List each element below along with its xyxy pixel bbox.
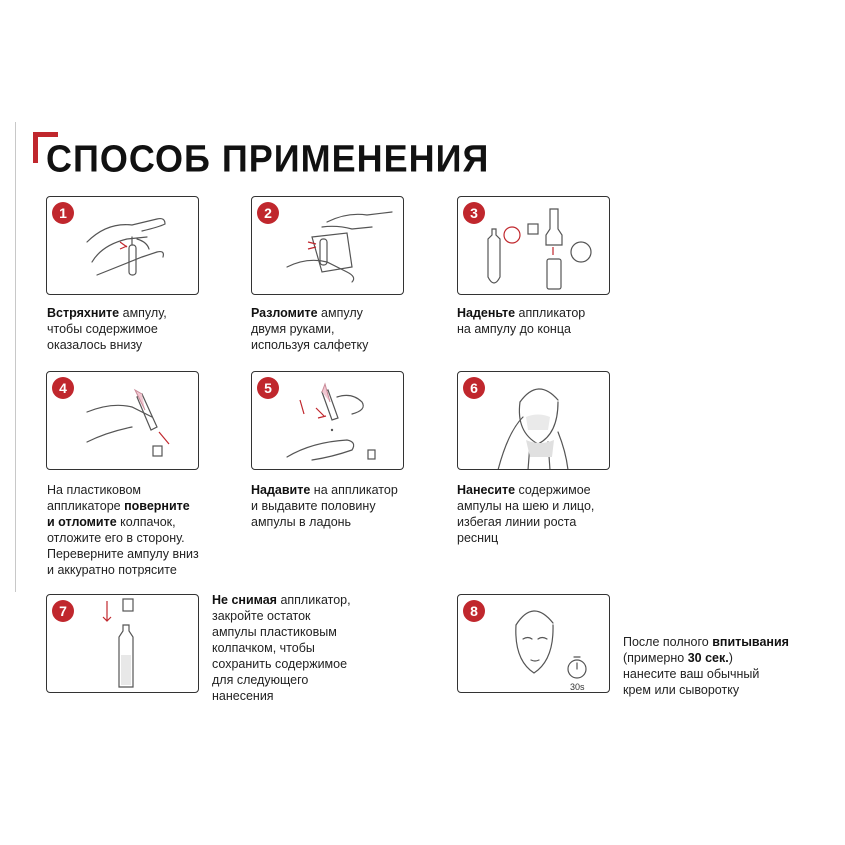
step-1-caption: Встряхните ампулу, чтобы содержимое оказалось внизу [47,306,167,352]
step-2-panel [251,196,404,295]
step-4-caption: На пластиковом аппликаторе поверните и отломите колпачок, отложите его в сторону. Переверните ампулу вниз и аккуратно потрясите [47,483,199,577]
step-2-number: 2 [257,202,279,224]
page-title: СПОСОБ ПРИМЕНЕНИЯ [46,136,490,180]
step-8-panel [457,594,610,693]
left-divider-line [15,122,16,592]
step-7-number: 7 [52,600,74,622]
step-8-number: 8 [463,600,485,622]
step-4-panel [46,371,199,470]
step-1-number: 1 [52,202,74,224]
step-6-number: 6 [463,377,485,399]
timer-label: 30s [570,682,585,692]
step-5-number: 5 [257,377,279,399]
step-2-caption: Разломите ампулу двумя руками, используя салфетку [251,306,369,352]
step-3-caption: Наденьте аппликатор на ампулу до конца [457,306,586,336]
step-3-number: 3 [463,202,485,224]
step-1-panel [46,196,199,295]
step-7-panel [46,594,199,693]
step-4-number: 4 [52,377,74,399]
step-8-caption: После полного впитывания (примерно 30 сек.) нанесите ваш обычный крем или сыворотку [623,635,789,697]
step-5-panel [251,371,404,470]
step-6-caption: Нанесите содержимое ампулы на шею и лицо, избегая линии роста ресниц [457,483,595,545]
step-7-caption: Не снимая аппликатор, закройте остаток ампулы пластиковым колпачком, чтобы сохранить содержимое для следующего нанесения [212,593,351,703]
step-6-panel [457,371,610,470]
step-3-panel [457,196,610,295]
step-5-caption: Надавите на аппликатор и выдавите половину ампулы в ладонь [251,483,398,529]
